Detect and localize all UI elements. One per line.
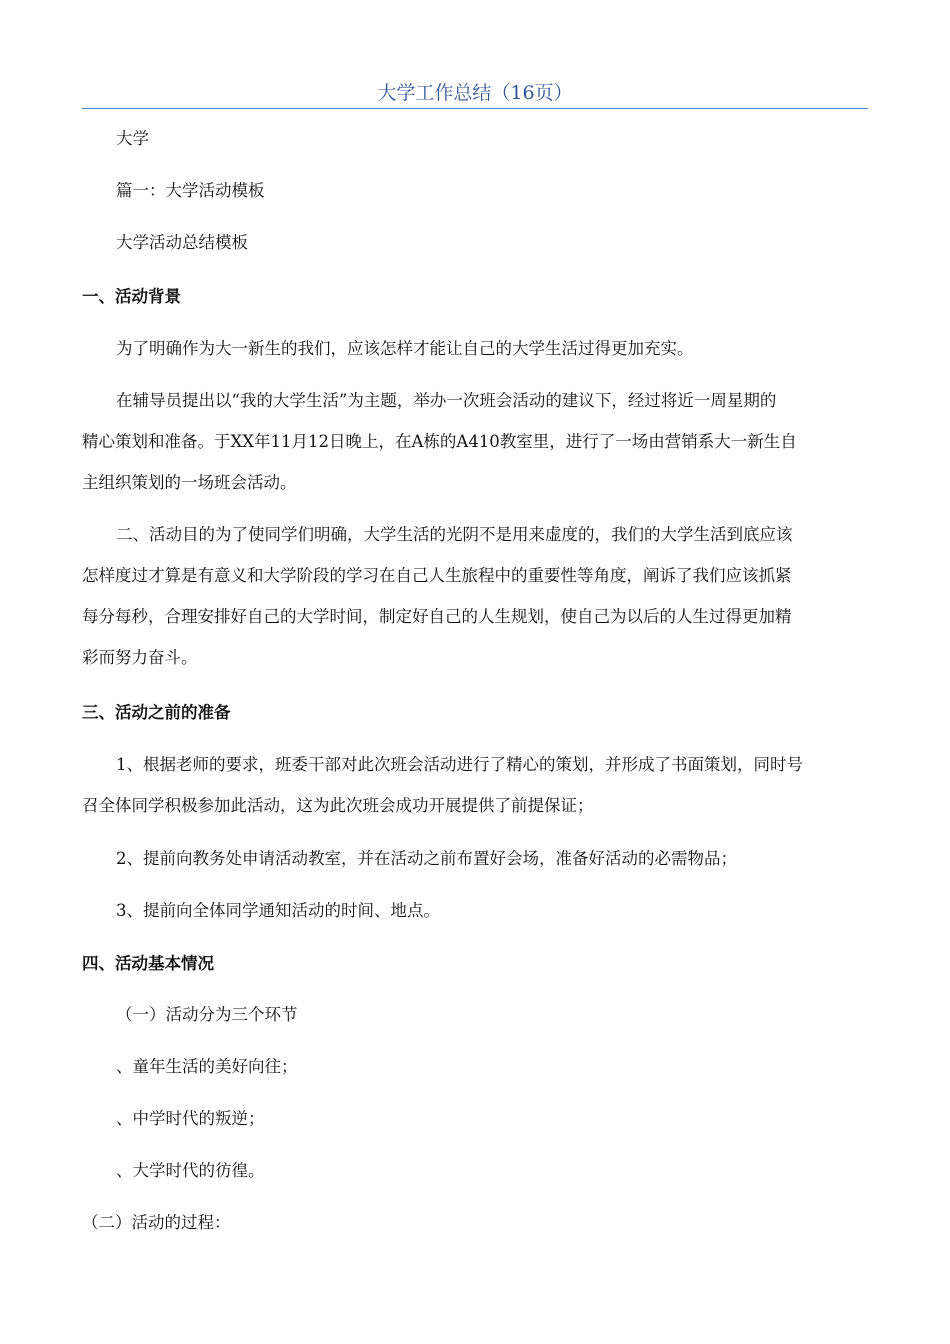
paragraph-purpose-line: 怎样度过才算是有意义和大学阶段的学习在自己人生旅程中的重要性等角度，阐诉了我们应该抓紧 [82, 566, 792, 585]
header-divider [82, 108, 868, 109]
paragraph-prep-item-3: 3、提前向全体同学通知活动的时间、地点。 [116, 901, 440, 920]
paragraph-proposal-line: 精心策划和准备。于XX年11月12日晚上，在A栋的A410教室里，进行了一场由营销系大一新生自 [82, 432, 797, 451]
heading-preparation: 三、活动之前的准备 [82, 703, 231, 722]
paragraph-prep-item-2: 2、提前向教务处申请活动教室，并在活动之前布置好会场，准备好活动的必需物品； [116, 849, 737, 868]
heading-basic-situation: 四、活动基本情况 [82, 954, 214, 973]
paragraph-prep-item-1-line: 1、根据老师的要求，班委干部对此次班会活动进行了精心的策划，并形成了书面策划，同时号 [116, 755, 803, 774]
paragraph-three-segments: （一）活动分为三个环节 [116, 1005, 298, 1024]
list-item-university: 、大学时代的彷徨。 [116, 1161, 265, 1180]
paragraph-purpose-line: 彩而努力奋斗。 [82, 648, 198, 667]
paragraph-proposal-line: 在辅导员提出以“我的大学生活”为主题，举办一次班会活动的建议下，经过将近一周星期的 [116, 391, 777, 410]
list-item-middle-school: 、中学时代的叛逆； [116, 1109, 265, 1128]
page-header-title: 大学工作总结（16页） [377, 82, 573, 104]
paragraph-purpose-line: 二、活动目的为了使同学们明确，大学生活的光阴不是用来虚度的，我们的大学生活到底应该 [116, 525, 793, 544]
paragraph-article-one: 篇一：大学活动模板 [116, 181, 265, 200]
paragraph-process: （二）活动的过程： [82, 1213, 231, 1232]
paragraph-background-text: 为了明确作为大一新生的我们，应该怎样才能让自己的大学生活过得更加充实。 [116, 339, 694, 358]
list-item-childhood: 、童年生活的美好向往； [116, 1057, 298, 1076]
paragraph-daxue: 大学 [116, 129, 149, 148]
paragraph-purpose-line: 每分每秒，合理安排好自己的大学时间，制定好自己的人生规划，使自己为以后的人生过得更加精 [82, 607, 792, 626]
paragraph-prep-item-1-line: 召全体同学积极参加此活动，这为此次班会成功开展提供了前提保证； [82, 796, 594, 815]
heading-background: 一、活动背景 [82, 287, 181, 306]
paragraph-template-title: 大学活动总结模板 [116, 233, 248, 252]
paragraph-proposal-line: 主组织策划的一场班会活动。 [82, 473, 297, 492]
